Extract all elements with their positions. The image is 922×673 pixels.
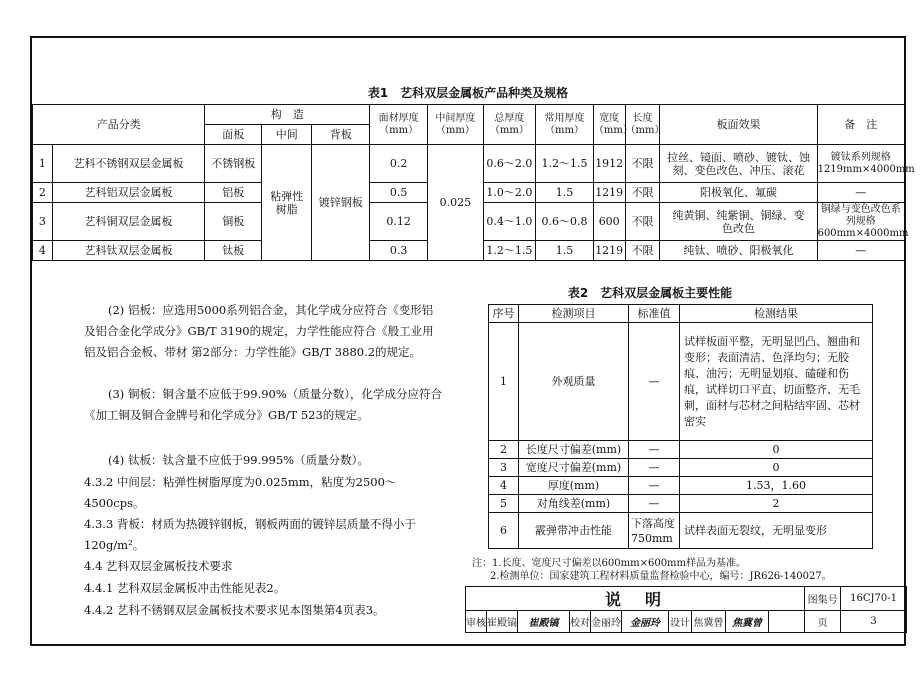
length-value: 不限 xyxy=(625,203,660,241)
standard-value: 下落高度750mm xyxy=(629,513,680,549)
test-result: 0 xyxy=(680,459,873,477)
page-number: 3 xyxy=(841,611,907,633)
test-result: 0 xyxy=(680,441,873,459)
face-material: 钛板 xyxy=(205,241,262,261)
table1-title: 表1 艺科双层金属板产品种类及规格 xyxy=(367,86,569,100)
atlas-label: 图集号 xyxy=(805,587,841,611)
section-heading: 4.4 艺科双层金属板技术要求 xyxy=(84,559,233,573)
product-name: 艺科铜双层金属板 xyxy=(52,203,205,241)
header-product: 产品分类 xyxy=(33,105,205,145)
length-value: 不限 xyxy=(625,183,660,203)
middle-thickness: 0.025 xyxy=(428,145,484,261)
table-row xyxy=(489,441,873,459)
test-result: 试样板面平整，无明显凹凸、翘曲和变形；表面清洁、色泽均匀；无胶痕、油污；无明显划痕、磕碰和伤痕，试样切口平直、切面整齐、无毛刺，面材与芯材之间粘结牢固、芯材密实 xyxy=(680,323,873,441)
review-label: 审核 xyxy=(466,611,487,633)
paragraph-aluminum: (2) 铝板：应选用5000系列铝合金，其化学成分应符合《变形铝及铝合金化学成分》GB/T 3190的规定，力学性能应符合《般工业用铝及铝合金板、带材 第2部分：力学性能》GB/T 3880.2的规定。 xyxy=(84,303,434,359)
product-name: 艺科钛双层金属板 xyxy=(52,241,205,261)
face-thickness: 0.3 xyxy=(370,241,428,261)
header-standard: 标准值 xyxy=(629,305,680,323)
middle-material: 粘弹性树脂 xyxy=(262,145,312,261)
total-thickness: 0.4～1.0 xyxy=(483,203,535,241)
row-number: 4 xyxy=(33,241,53,261)
standard-value: — xyxy=(629,441,680,459)
drawing-sheet xyxy=(30,36,915,646)
table-row xyxy=(489,323,873,441)
designer-signature: 焦冀曾 xyxy=(726,611,769,633)
back-material: 镀锌钢板 xyxy=(312,145,370,261)
width-value: 1219 xyxy=(593,183,625,203)
test-result: 试样表面无裂纹，无明显变形 xyxy=(680,513,873,549)
paragraph-copper: (3) 铜板：铜含量不应低于99.90%（质量分数），化学成分应符合《加工铜及铜合金牌号和化学成分》GB/T 523的规定。 xyxy=(84,387,443,422)
paragraph-titanium: (4) 钛板：钛含量不应低于99.995%（质量分数）。 xyxy=(108,453,369,467)
length-value: 不限 xyxy=(625,241,660,261)
common-thickness: 0.6～0.8 xyxy=(536,203,594,241)
table-row xyxy=(33,145,905,183)
paragraph-impact: 4.4.1 艺科双层金属板冲击性能见表2。 xyxy=(84,581,286,595)
row-number: 6 xyxy=(489,513,519,549)
design-label: 设计 xyxy=(669,611,692,633)
product-spec-table xyxy=(32,104,915,261)
test-item: 厚度(mm) xyxy=(519,477,629,495)
test-result: 2 xyxy=(680,495,873,513)
test-item: 外观质量 xyxy=(519,323,629,441)
drawing-title: 说 明 xyxy=(466,587,805,611)
effect-value: 阳极氧化、氟碳 xyxy=(660,183,817,203)
test-item: 宽度尺寸偏差(mm) xyxy=(519,459,629,477)
total-thickness: 0.6～2.0 xyxy=(483,145,535,183)
test-result: 1.53，1.60 xyxy=(680,477,873,495)
standard-value: — xyxy=(629,459,680,477)
header-middle-thickness: 中间厚度 （mm） xyxy=(428,105,484,145)
table-row xyxy=(489,459,873,477)
standard-value: — xyxy=(629,323,680,441)
remark-value: 镀钛系列规格1219mm×4000mm xyxy=(817,145,904,183)
standard-value: — xyxy=(629,495,680,513)
width-value: 600 xyxy=(593,203,625,241)
reviewer-name: 崔殿镐 xyxy=(487,611,518,633)
table2-title: 表2 艺科双层金属板主要性能 xyxy=(567,286,733,300)
row-number: 2 xyxy=(489,441,519,459)
header-total-thickness: 总厚度 （mm） xyxy=(483,105,535,145)
common-thickness: 1.5 xyxy=(536,183,594,203)
note-2: 2.检测单位：国家建筑工程材料质量监督检验中心，编号：JR626-140027。 xyxy=(490,571,832,582)
paragraph-stainless: 4.4.2 艺科不锈钢双层金属板技术要求见本图集第4页表3。 xyxy=(84,603,385,617)
remark-value: 铜绿与变色改色系列规格600mm×4000mm xyxy=(817,203,909,239)
test-item: 对角线差(mm) xyxy=(519,495,629,513)
common-thickness: 1.5 xyxy=(536,241,594,261)
designer-name: 焦冀曾 xyxy=(692,611,726,633)
atlas-number: 16CJ70-1 xyxy=(841,587,907,611)
title-block xyxy=(465,586,907,633)
reviewer-signature: 崔殿镐 xyxy=(518,611,570,633)
total-thickness: 1.2～1.5 xyxy=(483,241,535,261)
header-face-thickness: 面材厚度 （mm） xyxy=(370,105,428,145)
blank-cell xyxy=(769,611,805,633)
header-no: 序号 xyxy=(489,305,519,323)
paragraph-middle-layer: 4.3.2 中间层：粘弹性树脂厚度为0.025mm，粘度为2500～4500cps。 xyxy=(84,475,397,510)
paragraph-back-plate: 4.3.3 背板：材质为热镀锌钢板，钢板两面的镀锌层质量不得小于120g/m²。 xyxy=(84,517,416,552)
table-header-row xyxy=(489,305,873,323)
header-back: 背板 xyxy=(312,125,370,145)
header-face: 面板 xyxy=(205,125,262,145)
standard-value: — xyxy=(629,477,680,495)
product-name: 艺科不锈钢双层金属板 xyxy=(52,145,205,183)
effect-value: 拉丝、镜面、喷砂、镀钛、蚀刻、变色改色、冲压、滚花 xyxy=(660,145,817,183)
header-result: 检测结果 xyxy=(680,305,873,323)
test-item: 霰弹带冲击性能 xyxy=(519,513,629,549)
effect-value: 纯黄铜、纯紫铜、铜绿、变色改色 xyxy=(660,203,817,241)
check-label: 校对 xyxy=(570,611,591,633)
table-row xyxy=(489,513,873,549)
face-material: 铝板 xyxy=(205,183,262,203)
checker-name: 金丽玲 xyxy=(591,611,622,633)
header-remark: 备 注 xyxy=(817,105,904,145)
face-thickness: 0.5 xyxy=(370,183,428,203)
table-row xyxy=(489,477,873,495)
product-name: 艺科铝双层金属板 xyxy=(52,183,205,203)
row-number: 2 xyxy=(33,183,53,203)
test-item: 长度尺寸偏差(mm) xyxy=(519,441,629,459)
face-material: 铜板 xyxy=(205,203,262,241)
header-structure: 构 造 xyxy=(205,105,370,125)
note-1: 注：1.长度、宽度尺寸偏差以600mm×600mm样品为基准。 xyxy=(472,558,747,569)
row-number: 1 xyxy=(33,145,53,183)
header-effect: 板面效果 xyxy=(660,105,817,145)
width-value: 1219 xyxy=(593,241,625,261)
page-label: 页 xyxy=(805,611,841,633)
performance-table xyxy=(488,304,873,549)
header-middle: 中间 xyxy=(262,125,312,145)
row-number: 4 xyxy=(489,477,519,495)
header-common-thickness: 常用厚度 （mm） xyxy=(536,105,594,145)
face-material: 不锈钢板 xyxy=(205,145,262,183)
row-number: 3 xyxy=(33,203,53,241)
header-width: 宽度 （mm） xyxy=(593,105,625,145)
total-thickness: 1.0～2.0 xyxy=(483,183,535,203)
width-value: 1912 xyxy=(593,145,625,183)
table2-notes xyxy=(472,557,832,583)
header-item: 检测项目 xyxy=(519,305,629,323)
checker-signature: 金丽玲 xyxy=(622,611,669,633)
header-length: 长度 （mm） xyxy=(625,105,660,145)
remark-value: — xyxy=(817,183,904,203)
row-number: 3 xyxy=(489,459,519,477)
remark-value: — xyxy=(817,241,904,261)
common-thickness: 1.2～1.5 xyxy=(536,145,594,183)
face-thickness: 0.2 xyxy=(370,145,428,183)
face-thickness: 0.12 xyxy=(370,203,428,241)
row-number: 1 xyxy=(489,323,519,441)
effect-value: 纯钛、喷砂、阳极氧化 xyxy=(660,241,817,261)
row-number: 5 xyxy=(489,495,519,513)
table-row xyxy=(489,495,873,513)
length-value: 不限 xyxy=(625,145,660,183)
